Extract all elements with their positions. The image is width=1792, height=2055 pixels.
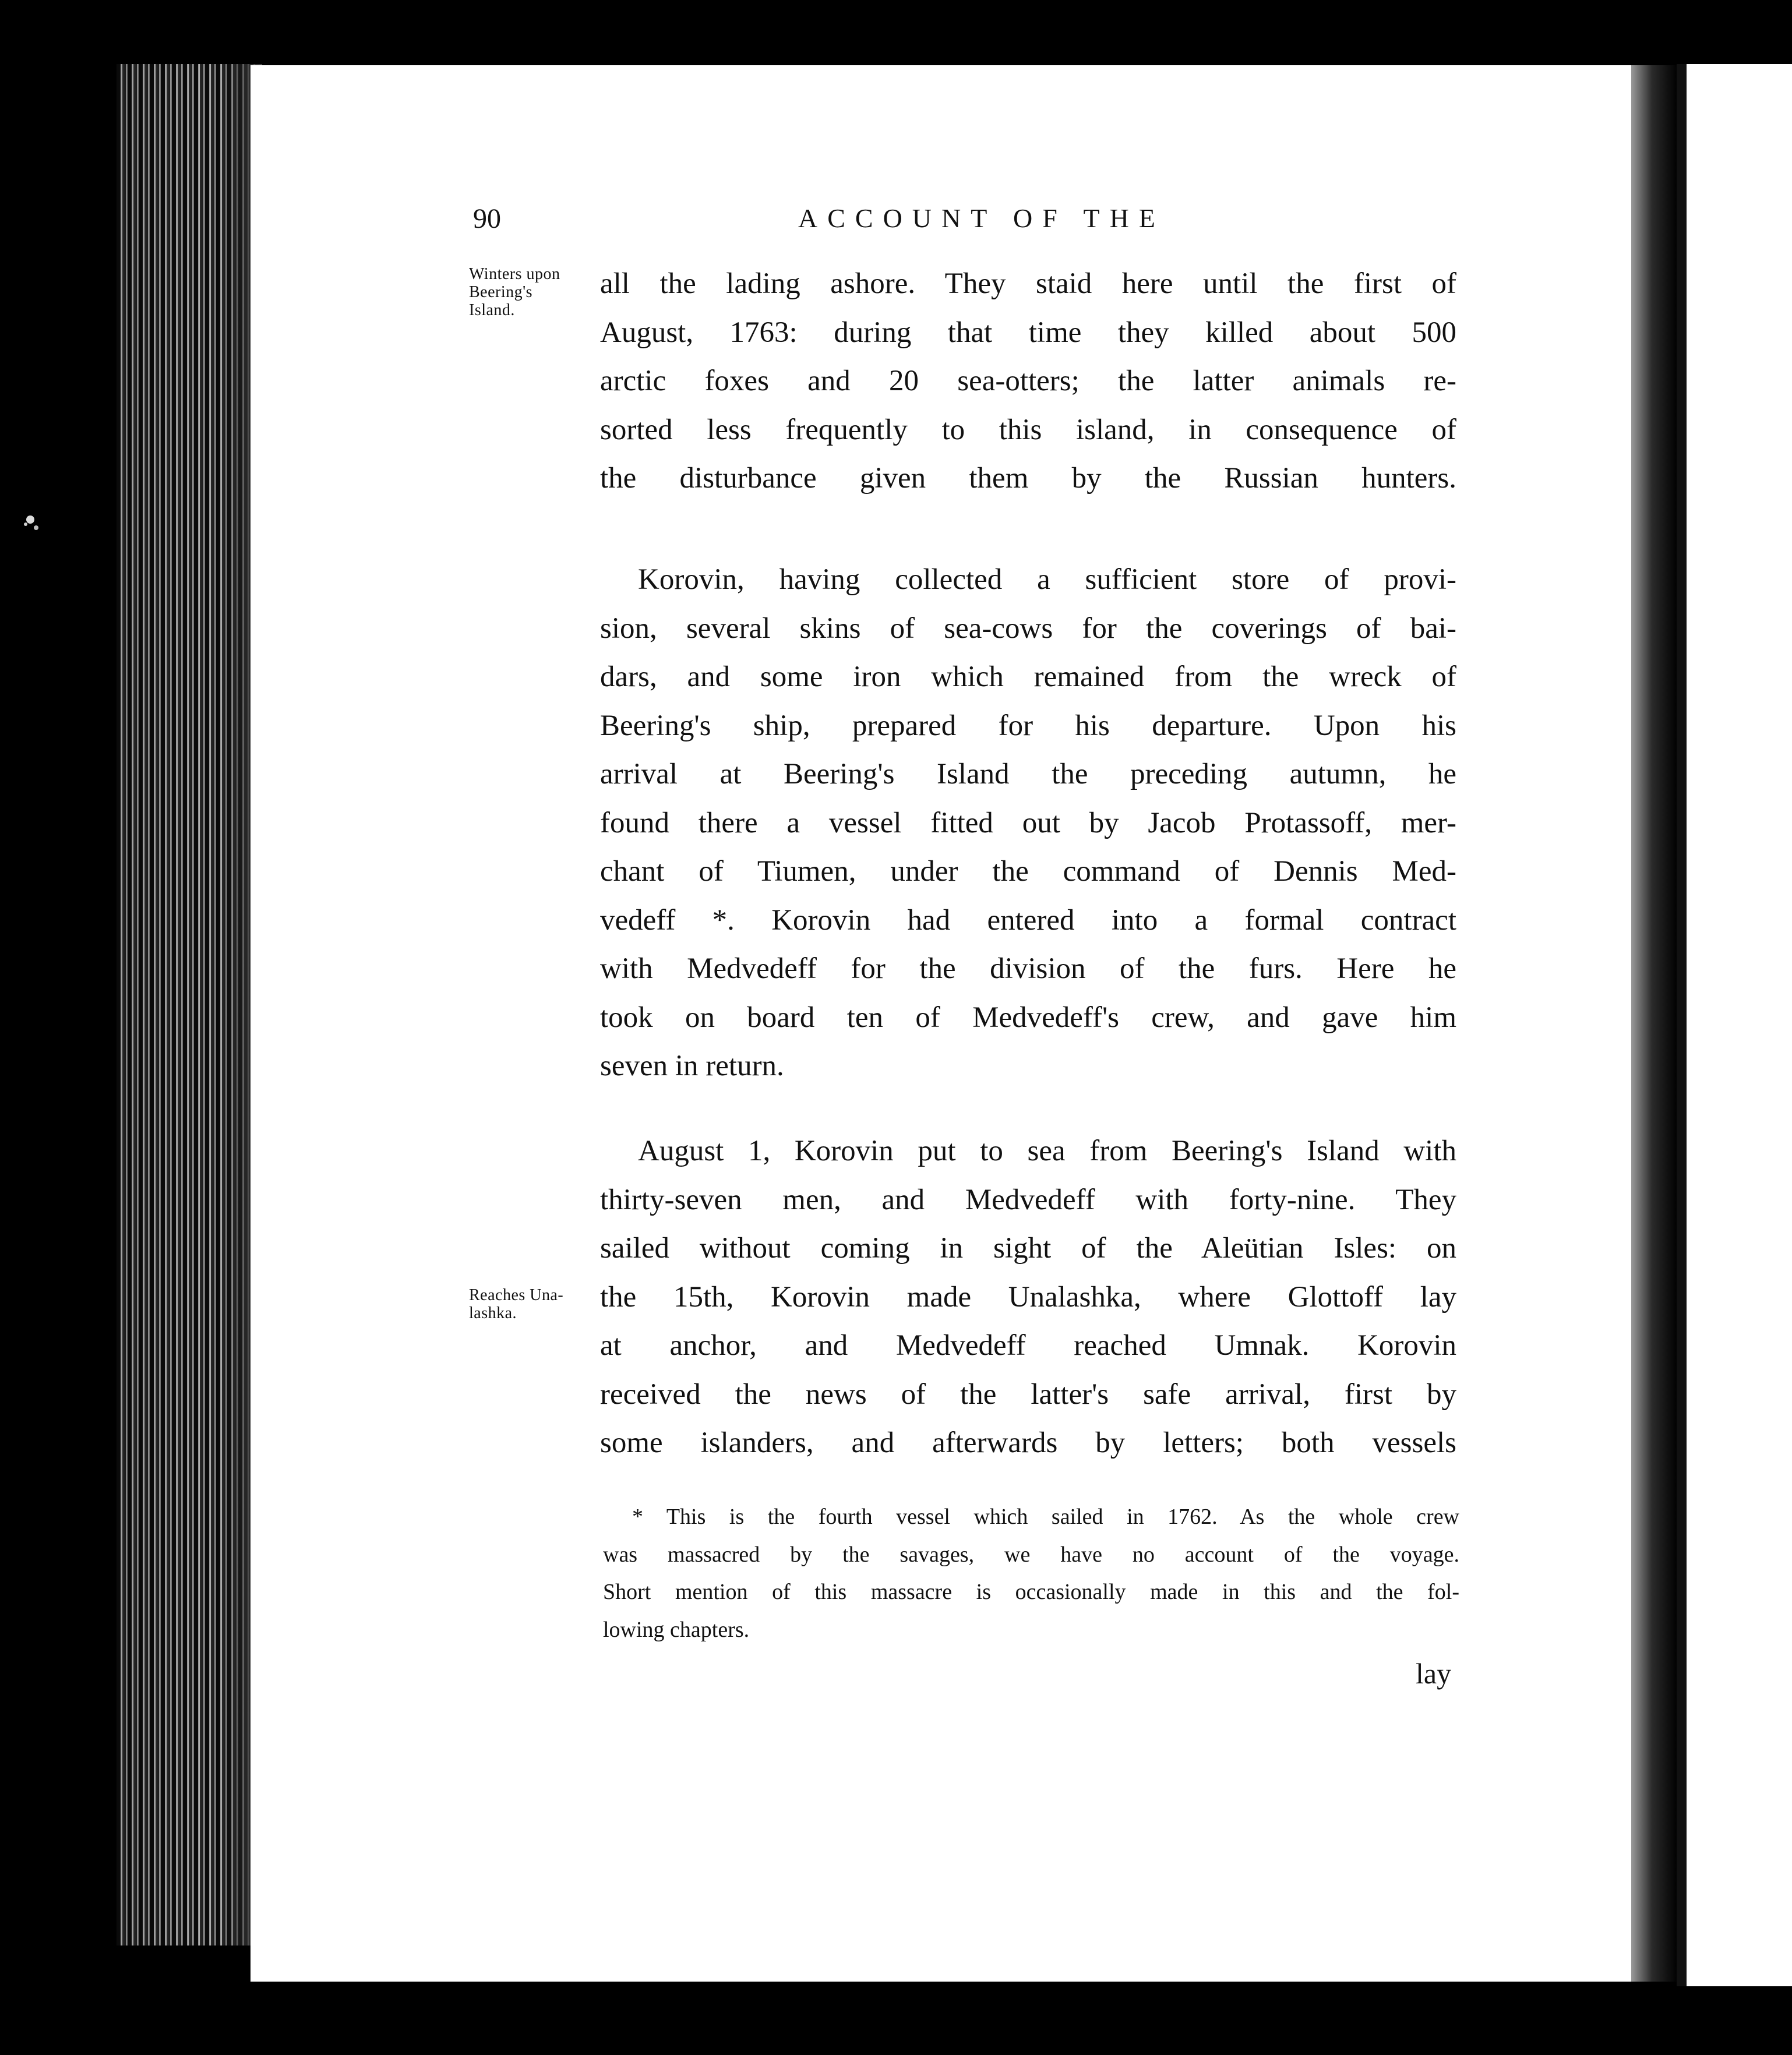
text-line: sion, several skins of sea-cows for the coverings of bai- <box>600 612 1456 645</box>
text-line: received the news of the latter's safe arrival, first by <box>600 1378 1456 1411</box>
catchword: lay <box>1416 1657 1452 1690</box>
text-line: vedeff *. Korovin had entered into a formal contract <box>600 903 1456 937</box>
text-line: took on board ten of Medvedeff's crew, and gave him <box>600 1001 1456 1034</box>
text-line: sorted less frequently to this island, in consequence of <box>600 413 1456 446</box>
side-note-line: Winters upon <box>469 265 560 283</box>
text-line: arrival at Beering's Island the preceding autumn, he <box>600 758 1456 790</box>
text-line: the disturbance given them by the Russian hunters. <box>600 462 1456 495</box>
facing-page <box>1687 64 1792 1986</box>
footnote-line: Short mention of this massacre is occasionally made in this and the fol- <box>603 1580 1459 1604</box>
text-line: all the lading ashore. They staid here until the first of <box>600 267 1456 300</box>
side-note-line: Island. <box>469 301 515 319</box>
side-note-reaches <box>469 1286 594 1322</box>
book-gutter <box>1631 65 1678 1982</box>
dust-speck <box>26 515 34 524</box>
text-line: dars, and some iron which remained from the wreck of <box>600 661 1456 693</box>
paragraph-1 <box>600 260 1456 503</box>
text-line: found there a vessel fitted out by Jacob Protassoff, mer- <box>600 806 1456 839</box>
text-line: with Medvedeff for the division of the furs. Here he <box>600 952 1456 985</box>
paragraph-2 <box>600 556 1456 1091</box>
running-head: ACCOUNT OF THE <box>798 203 1165 233</box>
text-line: arctic foxes and 20 sea-otters; the latter animals re- <box>600 365 1456 397</box>
text-line: at anchor, and Medvedeff reached Umnak. Korovin <box>600 1329 1456 1362</box>
footnote-line: lowing chapters. <box>603 1617 750 1642</box>
text-line: chant of Tiumen, under the command of Dennis Med- <box>600 855 1456 888</box>
footnote-line: * This is the fourth vessel which sailed in 1762. As the whole crew <box>632 1505 1459 1529</box>
text-line: August 1, Korovin put to sea from Beering's Island with <box>638 1135 1456 1167</box>
paragraph-3 <box>600 1127 1456 1468</box>
side-note-winters <box>469 265 594 319</box>
text-line: August, 1763: during that time they killed about 500 <box>600 316 1456 349</box>
side-note-line: Reaches Una- <box>469 1286 564 1304</box>
text-line: the 15th, Korovin made Unalashka, where Glottoff lay <box>600 1280 1456 1313</box>
text-line: Beering's ship, prepared for his departure. Upon his <box>600 709 1456 742</box>
footnote <box>603 1498 1459 1648</box>
footnote-line: was massacred by the savages, we have no account of the voyage. <box>603 1542 1459 1567</box>
page-number: 90 <box>473 203 501 234</box>
text-line: seven in return. <box>600 1050 784 1082</box>
text-line: Korovin, having collected a sufficient store of provi- <box>638 563 1456 596</box>
text-line: some islanders, and afterwards by letters; both vessels <box>600 1427 1456 1459</box>
text-line: thirty-seven men, and Medvedeff with forty-nine. They <box>600 1183 1456 1216</box>
side-note-line: lashka. <box>469 1304 517 1322</box>
side-note-line: Beering's <box>469 283 533 301</box>
text-line: sailed without coming in sight of the Aleütian Isles: on <box>600 1232 1456 1265</box>
